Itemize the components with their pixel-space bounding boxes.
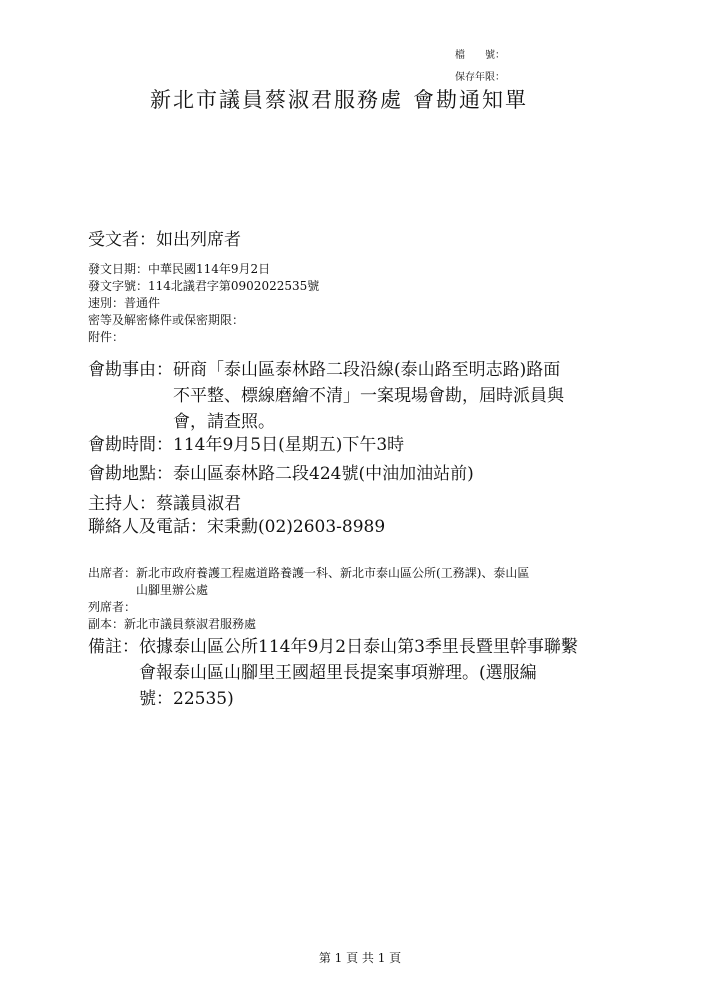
time-label: 會勘時間： xyxy=(88,435,173,455)
subject-row xyxy=(88,357,564,435)
retention-period-label: 保存年限： xyxy=(455,72,505,83)
copy-label: 副本： xyxy=(88,617,125,631)
recipient-value: 如出列席者 xyxy=(156,230,241,250)
attendees-line: 山腳里辦公處 xyxy=(136,583,209,597)
contact-label: 聯絡人及電話： xyxy=(88,517,207,537)
page-number: 第 1 頁 共 1 頁 xyxy=(318,951,402,965)
subject-line: 會，請查照。 xyxy=(173,412,275,432)
subject-line: 不平整、標線磨繪不清」一案現場會勘，屆時派員與 xyxy=(173,386,564,406)
location-label: 會勘地點： xyxy=(88,464,173,484)
attendees-row xyxy=(88,565,529,599)
issue-number: 發文字號：114北議君字第0902022535號 xyxy=(88,279,320,293)
host-value: 蔡議員淑君 xyxy=(156,494,241,514)
recipient-row xyxy=(88,227,241,253)
remark-line: 依據泰山區公所114年9月2日泰山第3季里長暨里幹事聯繫 xyxy=(139,637,578,657)
observers-label: 列席者： xyxy=(88,600,137,614)
contact-value: 宋秉勳(02)2603-8989 xyxy=(207,517,386,537)
copy-value: 新北市議員蔡淑君服務處 xyxy=(124,617,257,631)
location-row xyxy=(88,461,474,487)
time-row xyxy=(88,432,404,458)
remark-line: 會報泰山區山腳里王國超里長提案事項辦理。(選服編 xyxy=(139,663,537,683)
remark-row xyxy=(88,634,578,712)
recipient-label: 受文者： xyxy=(88,230,156,250)
remark-label: 備註： xyxy=(88,637,139,657)
delivery-speed: 速別：普通件 xyxy=(88,296,161,310)
location-value: 泰山區泰林路二段424號(中油加油站前) xyxy=(173,464,474,484)
attendees-line: 新北市政府養護工程處道路養護一科、新北市泰山區公所(工務課)、泰山區 xyxy=(136,566,530,580)
document-title: 會勘通知單 xyxy=(413,88,528,112)
issue-date: 發文日期：中華民國114年9月2日 xyxy=(88,262,271,276)
host-label: 主持人： xyxy=(88,494,156,514)
subject-line: 研商「泰山區泰林路二段沿線(泰山路至明志路)路面 xyxy=(173,360,561,380)
secrecy-level: 密等及解密條件或保密期限： xyxy=(88,313,245,327)
remark-line: 號：22535) xyxy=(139,689,234,709)
copy-row xyxy=(88,616,256,633)
subject-label: 會勘事由： xyxy=(88,360,173,380)
attendees-label: 出席者： xyxy=(88,566,137,580)
file-number-label: 檔 號： xyxy=(455,50,505,61)
time-value: 114年9月5日(星期五)下午3時 xyxy=(173,435,405,455)
attachment: 附件： xyxy=(88,330,125,344)
organization-title: 新北市議員蔡淑君服務處 xyxy=(150,88,403,112)
contact-row xyxy=(88,514,385,540)
